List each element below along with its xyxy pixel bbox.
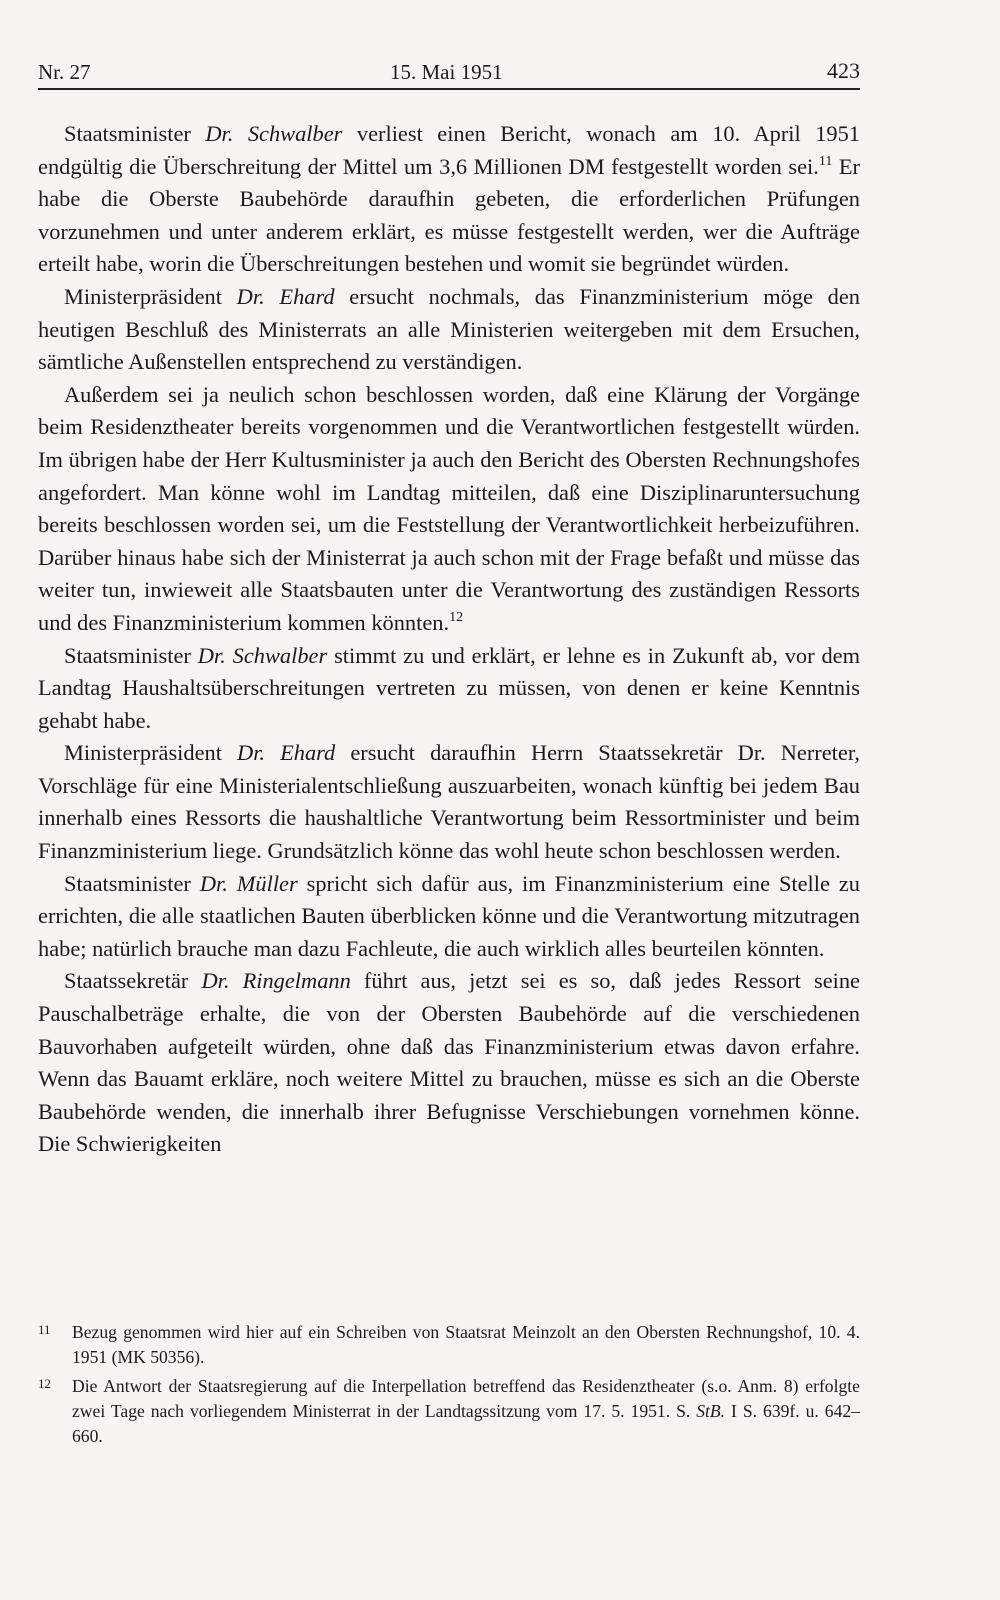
paragraph: Staatssekretär Dr. Ringelmann führt aus, jetzt sei es so, daß jedes Ressort seine Pauschalbeträge erhalte, die von der Obersten Baubehörde auf die verschiedenen Bauvorhaben aufgeteilt würden, ohne daß das Finanzministerium etwas davon erfahre. Wenn das Bauamt erkläre, noch weitere Mittel zu brauchen, müsse es sich an die Oberste Baubehörde wenden, die innerhalb ihrer Befugnisse Verschiebungen vornehmen könne. Die Schwierigkeiten [38, 968, 860, 1157]
paragraph: Außerdem sei ja neulich schon beschlossen worden, daß eine Klärung der Vorgänge beim Residenztheater bereits vorgenommen und die Verantwortlichen festgestellt würden. Im übrigen habe der Herr Kultusminister ja auch den Bericht des Obersten Rechnungshofes angefordert. Man könne wohl im Landtag mitteilen, daß eine Disziplinaruntersuchung bereits beschlossen worden sei, um die Feststellung der Verantwortlichkeit herbeizuführen. Darüber hinaus habe sich der Ministerrat ja auch schon mit der Frage befaßt und müsse das weiter tun, inwieweit alle Staatsbauten unter die Verantwortung des zuständigen Ressorts und des Finanzministerium kommen könnten.$^{12}$ [38, 381, 860, 635]
paragraph: Staatsminister Dr. Schwalber verliest einen Bericht, wonach am 10. April 1951 endgültig die Überschreitung der Mittel um 3,6 Millionen DM festgestellt worden sei.$^{11}$ Er habe die Oberste Baubehörde daraufhin gebeten, die erforderlichen Prüfungen vorzunehmen und unter anderem erklärt, es müsse festgestellt werden, wer die Aufträge erteilt habe, worin die Überschreitungen bestehen und womit sie begründet würden. [38, 121, 861, 277]
footnote: 12 Die Antwort der Staatsregierung auf die Interpellation betreffend das Residenztheater (s.o. Anm. 8) erfolgte zwei Tage nach vorliegendem Ministerrat in der Landtagssitzung vom 17. 5. 1951. S. StB. I S. 639f. u. 642–660. [38, 1376, 860, 1446]
page-header [38, 56, 860, 90]
paragraph: Ministerpräsident Dr. Ehard ersucht daraufhin Herrn Staatssekretär Dr. Nerreter, Vorschläge für eine Ministerialentschließung auszuarbeiten, wonach künftig bei jedem Bau innerhalb eines Ressorts die haushaltliche Verantwortung beim Ressortminister und beim Finanzministerium liege. Grundsätzlich könne das wohl heute schon beschlossen werden. [38, 740, 861, 864]
speaker-name: Dr. Schwalber [197, 642, 328, 668]
footnote [38, 1320, 860, 1370]
speaker-name: Dr. Ringelmann [201, 968, 351, 994]
speaker-name: Dr. Ehard [236, 283, 335, 309]
footnote-abbrev: StB. [696, 1401, 726, 1421]
paragraph: Ministerpräsident Dr. Ehard ersucht nochmals, das Finanzministerium möge den heutigen Beschluß des Ministerrats an alle Ministerien weitergeben mit dem Ersuchen, sämtliche Außenstellen entsprechend zu verständigen. [38, 283, 861, 375]
footnote-ref: 12 [449, 609, 464, 625]
footnote-ref: 11 [818, 153, 833, 169]
speaker-name: Dr. Schwalber [205, 121, 343, 146]
header-date: 15. Mai 1951 [390, 60, 503, 84]
speaker-name: Dr. Müller [199, 870, 298, 896]
paragraph: Staatsminister Dr. Schwalber stimmt zu und erklärt, er lehne es in Zukunft ab, vor dem Landtag Haushaltsüberschreitungen vertreten zu müssen, von denen er keine Kenntnis gehabt habe. [38, 642, 861, 733]
body-text [38, 118, 860, 1161]
footnote-number: 12 [38, 1376, 51, 1391]
footnote-number: 11 [38, 1322, 51, 1337]
issue-number: Nr. 27 [38, 60, 91, 84]
footnotes [38, 1320, 860, 1449]
footnote-text: Bezug genommen wird hier auf ein Schreiben von Staatsrat Meinzolt an den Obersten Rechnungshof, 10. 4. 1951 (MK 50356). [72, 1322, 860, 1367]
paragraph: Staatsminister Dr. Müller spricht sich dafür aus, im Finanzministerium eine Stelle zu errichten, die alle staatlichen Bauten überblicken könne und die Verantwortung mitzutragen habe; natürlich brauche man dazu Fachleute, die auch wirklich alles beurteilen könnten. [38, 870, 860, 961]
speaker-name: Dr. Ehard [237, 740, 336, 766]
page-number: 423 [827, 58, 860, 83]
